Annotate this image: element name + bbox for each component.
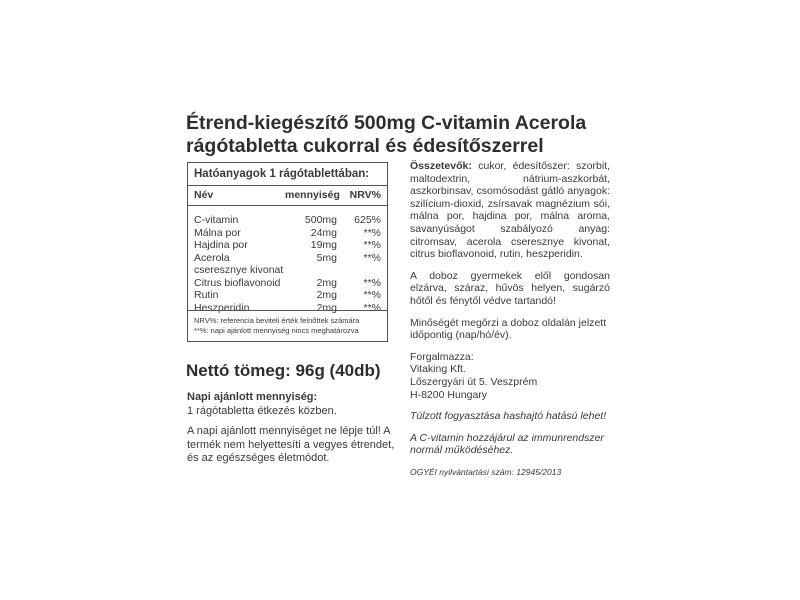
table-row [188, 227, 387, 240]
nutrition-heading: Hatóanyagok 1 rágótablettában: [188, 163, 387, 186]
row-nrv: **% [363, 276, 381, 289]
column-nrv: NRV% [349, 188, 381, 201]
column-amount: mennyiség [285, 188, 340, 201]
health-claim: A C-vitamin hozzájárul az immunrendszer normál működéséhez. [410, 431, 604, 457]
ingredients-label: Összetevők: [410, 160, 472, 172]
nutrition-table [187, 162, 388, 342]
distributor-name: Vitaking Kft. [410, 363, 466, 376]
table-row [188, 252, 387, 277]
ingredients [410, 160, 610, 261]
nutrition-column-headers [188, 186, 387, 207]
table-row [188, 277, 387, 290]
row-nrv: 625% [354, 214, 381, 226]
row-nrv: **% [363, 251, 381, 264]
column-name: Név [194, 188, 214, 201]
table-row [188, 214, 387, 227]
registration-number: OGYÉI nyilvántartási szám: 12945/2013 [410, 466, 562, 477]
distributor [410, 351, 610, 401]
table-row [188, 289, 387, 302]
row-amount: 2mg [316, 276, 337, 289]
row-name: Acerola cseresznye kivonat [194, 251, 284, 276]
distributor-city: H-8200 Hungary [410, 388, 488, 401]
ingredients-text: cukor, édesítőszer: szorbit, maltodextrin, nátrium-aszkorbát, aszkorbinsav, csomósodást gátló anyagok: szilícium-dioxid, zsírsavak magnézium sói, málna por, hajdina por, málna aroma, savanyúságot szabályozó anyag: citromsav, acerola cseresznye kivonat, citrus bioflavonoid, rutin, heszperidin. [410, 160, 610, 261]
row-name: Hajdina por [194, 239, 248, 251]
row-amount: 2mg [316, 289, 337, 301]
row-amount: 2mg [316, 301, 337, 314]
footnote-nrv: NRV%: referencia beviteli érték felnőttek számára [194, 316, 360, 325]
title-line-1: Étrend-kiegészítő 500mg C-vitamin Acerola [186, 112, 587, 134]
net-weight: Nettó tömeg: 96g (40db) [186, 361, 381, 380]
dosage-text: 1 rágótabletta étkezés közben. [187, 404, 337, 417]
best-before: Minőségét megőrzi a doboz oldalán jelzett időpontig (nap/hó/év). [410, 316, 607, 342]
dosage [187, 391, 397, 418]
dosage-label: Napi ajánlott mennyiség: [187, 391, 318, 403]
row-name: Citrus bioflavonoid [194, 276, 281, 289]
row-amount: 5mg [316, 251, 337, 264]
table-row [188, 239, 387, 252]
row-amount: 500mg [304, 214, 337, 226]
right-column [410, 160, 610, 487]
laxative-warning: Túlzott fogyasztása hashajtó hatású lehet! [410, 410, 607, 423]
row-name: Heszperidin [194, 301, 250, 314]
row-amount: 19mg [310, 239, 337, 251]
title-line-2: rágótabletta cukorral és édesítőszerrel [186, 135, 544, 157]
row-amount: 24mg [310, 226, 337, 239]
storage: A doboz gyermekek elől gondosan elzárva, száraz, hűvös helyen, sugárzó hőtől és fénytől védve tartandó! [410, 269, 610, 307]
distributor-label: Forgalmazza: [410, 350, 474, 363]
row-name: C-vitamin [194, 214, 239, 226]
footnote-unspecified: **%: napi ajánlott mennyiség nincs meghatározva [194, 326, 359, 335]
nutrition-footnotes [188, 310, 387, 336]
row-nrv: **% [363, 289, 381, 301]
row-name: Málna por [194, 226, 241, 239]
row-nrv: **% [363, 226, 381, 239]
row-nrv: **% [363, 301, 381, 314]
product-title [186, 112, 626, 158]
row-nrv: **% [363, 239, 381, 251]
warning-left: A napi ajánlott mennyiséget ne lépje túl! A termék nem helyettesíti a vegyes étrendet, és az egészséges életmódot. [187, 425, 395, 464]
row-name: Rutin [194, 289, 219, 301]
distributor-street: Lőszergyári út 5. Veszprém [410, 375, 538, 388]
